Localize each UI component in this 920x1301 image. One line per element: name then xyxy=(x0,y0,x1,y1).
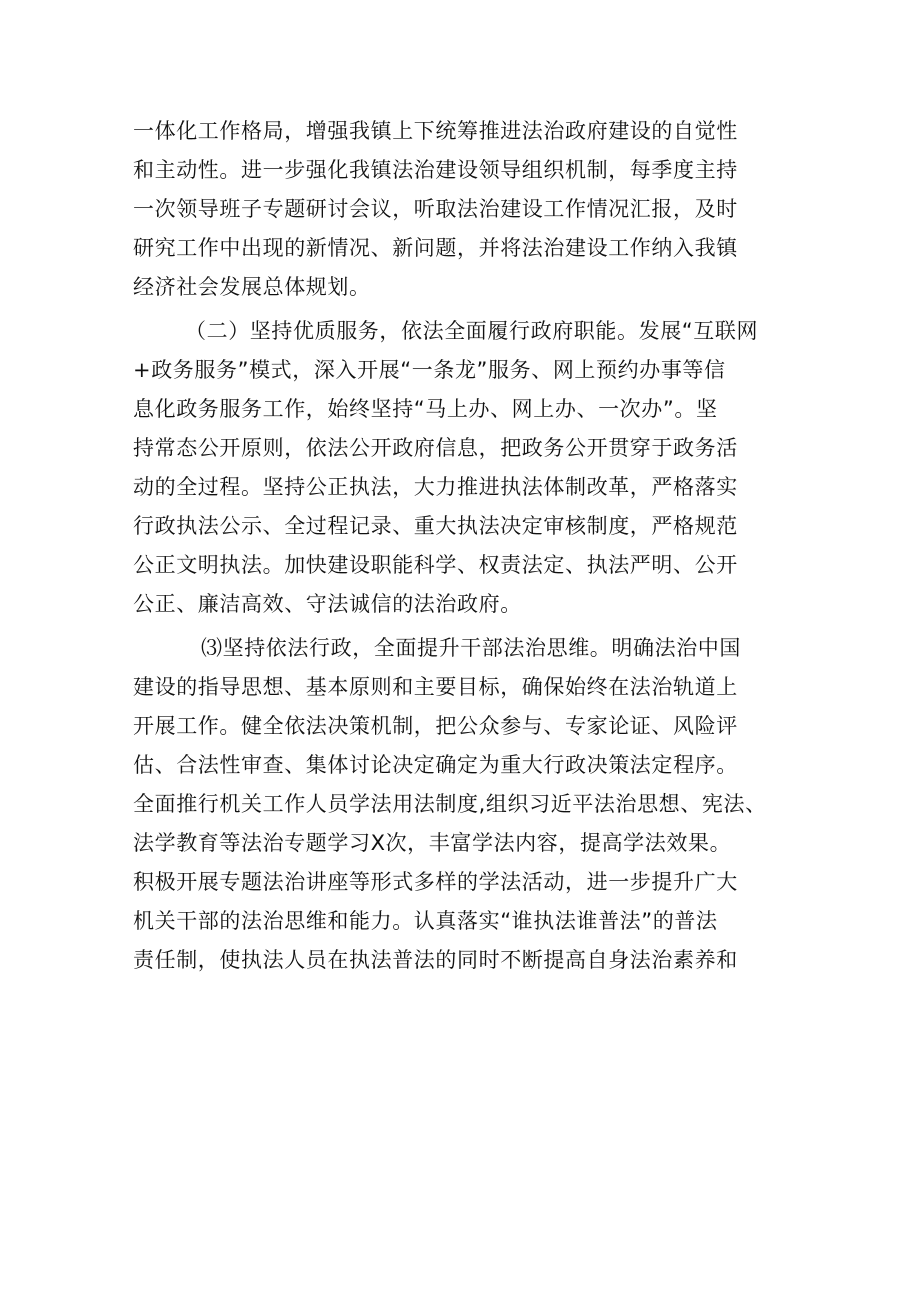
text-line: 动的全过程。坚持公正执法，大力推进执法体制改革，严格落实 xyxy=(133,475,738,499)
text-line: 公正、廉洁高效、守法诚信的法治政府。 xyxy=(133,592,522,616)
text-line: 研究工作中出现的新情况、新问题，并将法治建设工作纳入我镇 xyxy=(133,236,738,260)
text-line: 估、合法性审查、集体讨论决定确定为重大行政决策法定程序。 xyxy=(133,753,738,777)
text-line: 和主动性。进一步强化我镇法治建设领导组织机制，每季度主持 xyxy=(133,158,738,182)
text-line: 公正文明执法。加快建设职能科学、权责法定、执法严明、公开 xyxy=(133,553,738,577)
text-line: 全面推行机关工作人员学法用法制度,组织习近平法治思想、宪法、 xyxy=(133,792,767,816)
text-line: 法学教育等法治专题学习X次，丰富学法内容，提高学法效果。 xyxy=(133,831,732,855)
paragraph-2 xyxy=(133,312,793,624)
text-line: 行政执法公示、全过程记录、重大执法决定审核制度，严格规范 xyxy=(133,514,738,538)
text-line: 一次领导班子专题研讨会议，听取法治建设工作情况汇报，及时 xyxy=(133,197,738,221)
text-line: 建设的指导思想、基本原则和主要目标，确保始终在法治轨道上 xyxy=(133,675,738,699)
text-line: 持常态公开原则，依法公开政府信息，把政务公开贯穿于政务活 xyxy=(133,436,738,460)
document-body xyxy=(133,112,793,980)
text-line: 一体化工作格局，增强我镇上下统筹推进法治政府建设的自觉性 xyxy=(133,119,738,143)
text-line: 开展工作。健全依法决策机制，把公众参与、专家论证、风险评 xyxy=(133,714,738,738)
text-line: ⑶坚持依法行政，全面提升干部法治思维。明确法治中国 xyxy=(201,636,741,660)
text-line: 积极开展专题法治讲座等形式多样的学法活动，进一步提升广大 xyxy=(133,870,738,894)
text-line: 机关干部的法治思维和能力。认真落实“谁执法谁普法”的普法 xyxy=(133,909,718,933)
text-line: 经济社会发展总体规划。 xyxy=(133,275,371,299)
paragraph-1 xyxy=(133,112,793,307)
text-line: +政务服务”模式，深入开展“一条龙”服务、网上预约办事等信 xyxy=(133,358,726,382)
text-line: 责任制，使执法人员在执法普法的同时不断提高自身法治素养和 xyxy=(133,948,738,972)
text-line: （二）坚持优质服务，依法全面履行政府职能。发展“互联网 xyxy=(185,319,759,343)
paragraph-3 xyxy=(133,629,793,980)
text-line: 息化政务服务工作，始终坚持“马上办、网上办、一次办”。坚 xyxy=(133,397,718,421)
